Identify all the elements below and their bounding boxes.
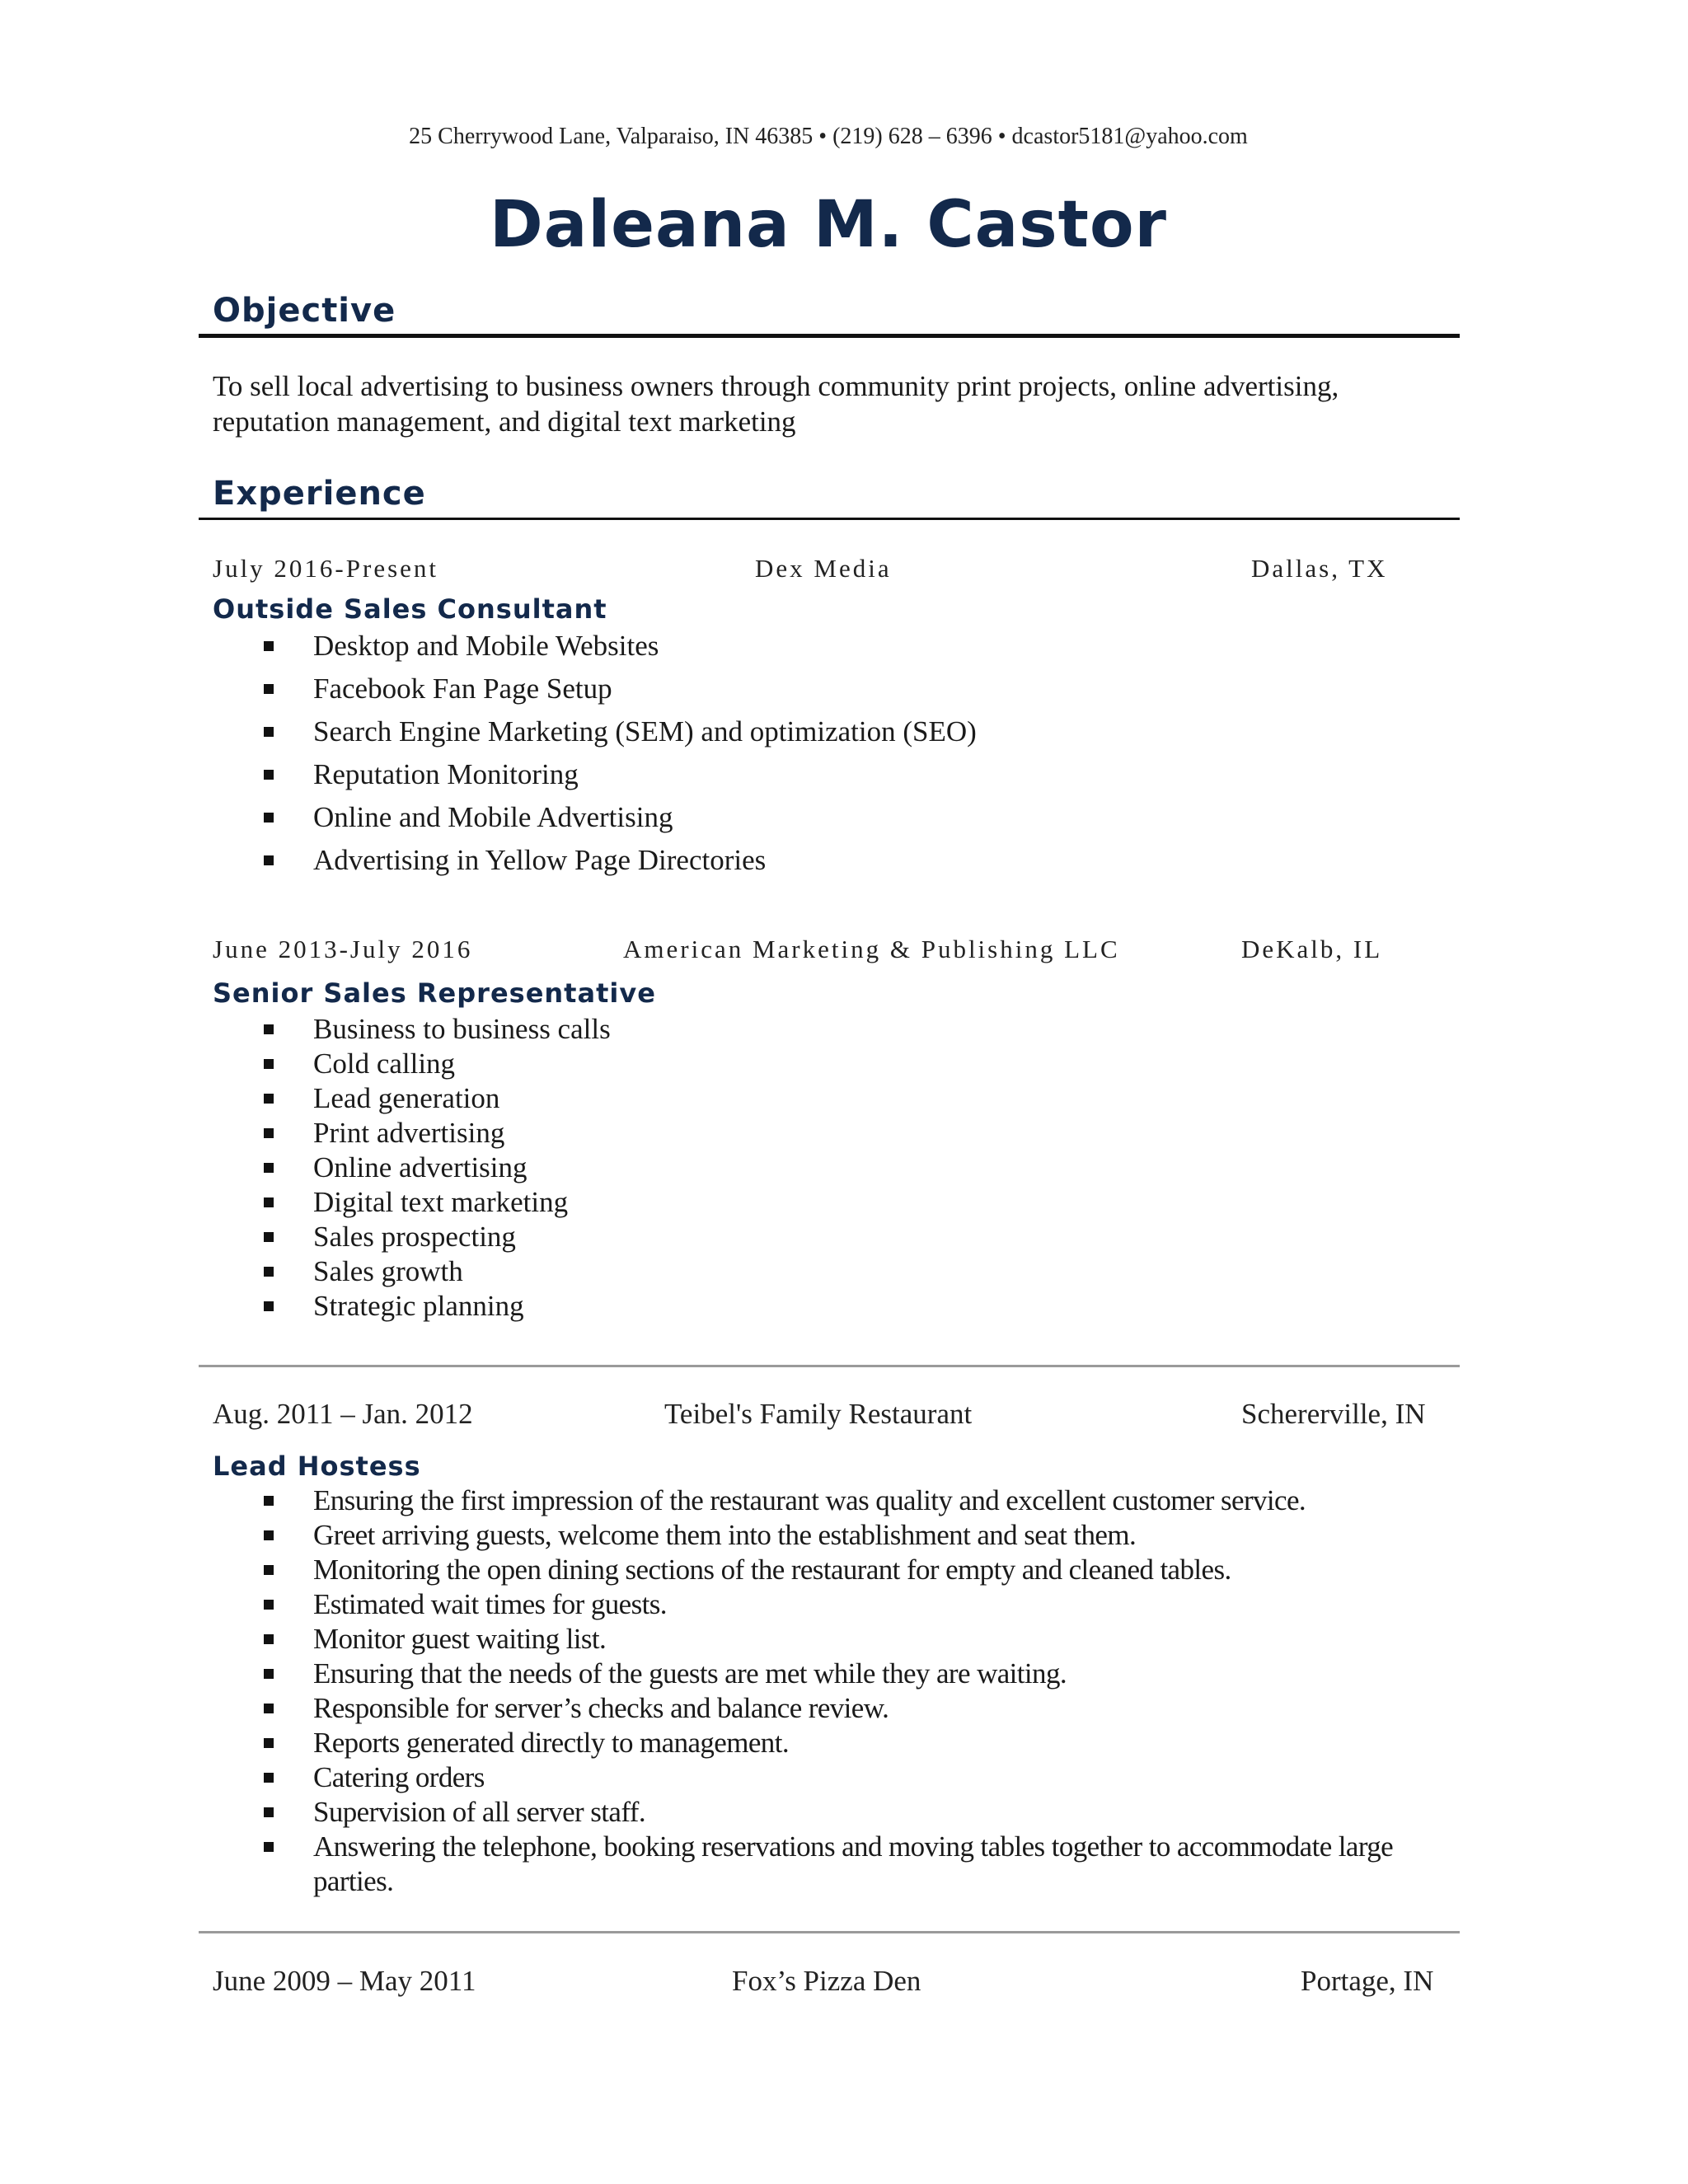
job-divider [199,1365,1460,1367]
job-company: Teibel's Family Restaurant [664,1398,973,1430]
job-header-row [213,554,1449,587]
bullet-square-icon [264,1267,274,1277]
list-item: Online and Mobile Advertising [264,796,1451,839]
job-header-row [213,1965,1449,1998]
bullet-square-icon [264,1773,274,1783]
bullet-square-icon [264,1565,274,1575]
list-item: Digital text marketing [264,1185,1451,1220]
list-item: Supervision of all server staff. [264,1795,1451,1830]
job-company: Dex Media [755,554,892,583]
list-item: Catering orders [264,1760,1451,1795]
bullet-square-icon [264,1600,274,1610]
bullet-square-icon [264,1059,274,1069]
list-item: Answering the telephone, booking reservations and moving tables together to accommodate large parties. [264,1830,1451,1899]
job-company: Fox’s Pizza Den [732,1965,921,1997]
list-item: Ensuring that the needs of the guests are met while they are waiting. [264,1657,1451,1691]
list-item: Desktop and Mobile Websites [264,625,1451,668]
experience-divider [199,518,1460,520]
objective-heading: Objective [213,292,396,330]
bullet-square-icon [264,855,274,865]
job-location: DeKalb, IL [1241,935,1383,963]
list-item: Monitoring the open dining sections of the restaurant for empty and cleaned tables. [264,1553,1451,1587]
bullet-square-icon [264,770,274,780]
bullet-square-icon [264,1197,274,1207]
job-header-row [213,935,1449,968]
bullet-square-icon [264,1232,274,1242]
list-item: Facebook Fan Page Setup [264,668,1451,710]
bullet-square-icon [264,1496,274,1506]
list-item: Print advertising [264,1116,1451,1151]
list-item: Estimated wait times for guests. [264,1587,1451,1622]
list-item: Sales prospecting [264,1220,1451,1254]
list-item: Sales growth [264,1254,1451,1289]
list-item: Responsible for server’s checks and balance review. [264,1691,1451,1726]
list-item: Strategic planning [264,1289,1451,1324]
job-title: Senior Sales Representative [213,977,656,1009]
list-item: Business to business calls [264,1012,1451,1047]
job-location: Dallas, TX [1251,554,1388,583]
job-dates: June 2013-July 2016 [213,935,473,963]
job-header-row [213,1398,1449,1431]
bullet-square-icon [264,1669,274,1679]
contact-line: 25 Cherrywood Lane, Valparaiso, IN 46385 • (219) 628 – 6396 • dcastor5181@yahoo.com [409,124,1248,149]
job-title: Outside Sales Consultant [213,593,607,625]
objective-divider [199,334,1460,338]
bullet-square-icon [264,1704,274,1713]
job-duties-list [264,1483,1451,1899]
list-item: Ensuring the first impression of the restaurant was quality and excellent customer service. [264,1483,1451,1518]
candidate-name: Daleana M. Castor [489,188,1168,262]
job-company: American Marketing & Publishing LLC [623,935,1120,963]
job-location: Portage, IN [1301,1965,1434,1997]
bullet-square-icon [264,641,274,651]
bullet-square-icon [264,1128,274,1138]
list-item: Greet arriving guests, welcome them into the establishment and seat them. [264,1518,1451,1553]
list-item: Monitor guest waiting list. [264,1622,1451,1657]
job-dates: July 2016-Present [213,554,439,583]
list-item: Reports generated directly to management. [264,1726,1451,1760]
list-item: Lead generation [264,1081,1451,1116]
job-dates: Aug. 2011 – Jan. 2012 [213,1398,473,1430]
bullet-square-icon [264,1024,274,1034]
job-dates: June 2009 – May 2011 [213,1965,476,1997]
bullet-square-icon [264,1634,274,1644]
job-title: Lead Hostess [213,1451,421,1482]
job-location: Schererville, IN [1241,1398,1426,1430]
bullet-square-icon [264,1530,274,1540]
bullet-square-icon [264,1163,274,1173]
job-divider [199,1931,1460,1933]
objective-text: To sell local advertising to business owners through community print projects, online advertising, reputation management, and digital text marketing [213,370,1339,438]
bullet-square-icon [264,1807,274,1817]
bullet-square-icon [264,684,274,694]
bullet-square-icon [264,813,274,823]
experience-heading: Experience [213,475,426,513]
job-duties-list [264,625,1451,882]
bullet-square-icon [264,1301,274,1311]
list-item: Online advertising [264,1151,1451,1185]
bullet-square-icon [264,1842,274,1852]
list-item: Search Engine Marketing (SEM) and optimization (SEO) [264,710,1451,753]
list-item: Cold calling [264,1047,1451,1081]
list-item: Reputation Monitoring [264,753,1451,796]
bullet-square-icon [264,1094,274,1104]
list-item: Advertising in Yellow Page Directories [264,839,1451,882]
bullet-square-icon [264,727,274,737]
bullet-square-icon [264,1738,274,1748]
job-duties-list [264,1012,1451,1324]
